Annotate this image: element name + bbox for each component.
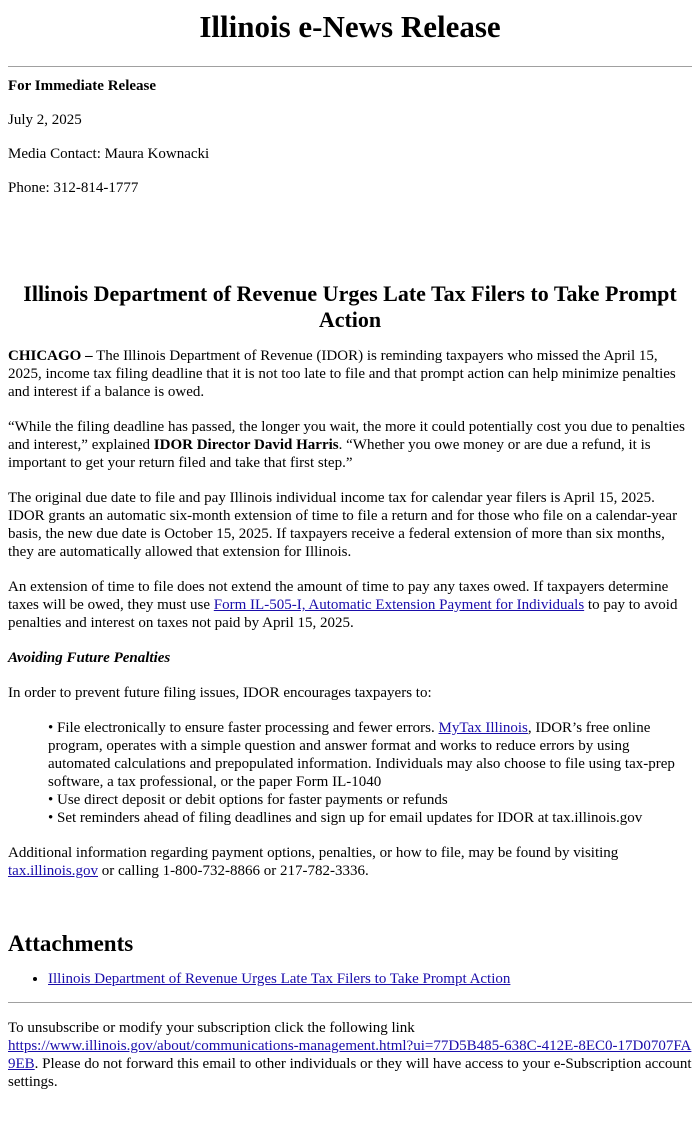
media-contact: Media Contact: Maura Kownacki: [8, 146, 210, 162]
mytax-illinois-link[interactable]: MyTax Illinois: [438, 720, 528, 736]
paragraph-deadlines: The original due date to file and pay Illinois individual income tax for calendar year filers is April 15, 2025. IDOR grants an automatic six-month extension of time to file a return and for those who file on a calendar-year basis, the new due date is October 15, 2025. If taxpayers receive a federal extension of more than six months, they are automatically allowed that extension for Illinois.: [8, 490, 678, 560]
release-date: July 2, 2025: [8, 112, 82, 128]
form-il-505-i-link[interactable]: Form IL-505-I, Automatic Extension Payment for Individuals: [213, 597, 585, 613]
unsubscribe-paragraph: https://www.illinois.gov/about/communications-management.html?ui=77D5B485-638C-412E-8EC0-17D0707FA9EB. Please do not forward this email to other individuals or they will have access to your e-Subscription account settings.: [8, 1038, 692, 1090]
footer-divider: [8, 1002, 692, 1003]
release-label: For Immediate Release: [8, 78, 157, 94]
footer: [8, 1019, 692, 1091]
tip-item: • File electronically to ensure faster processing and fewer errors. MyTax Illinois, IDOR’s free online program, operates with a simple question and answer format and works to reduce errors by using automated calculations and prepopulated information. Individuals may also choose to file using tax-prep software, a tax professional, or the paper Form IL-1040: [48, 720, 675, 790]
attachment-link[interactable]: Illinois Department of Revenue Urges Late Tax Filers to Take Prompt Action: [48, 971, 511, 987]
tip-item: • Set reminders ahead of filing deadlines and sign up for email updates for IDOR at tax.illinois.gov: [48, 810, 643, 826]
subheading-avoiding-penalties: Avoiding Future Penalties: [8, 650, 171, 666]
tax-illinois-link[interactable]: tax.illinois.gov: [8, 863, 98, 879]
phone-number: Phone: 312-814-1777: [8, 180, 139, 196]
paragraph-quote: “While the filing deadline has passed, the longer you wait, the more it could potentially cost you due to penalties and interest,” explained IDOR Director David Harris. “Whether you owe money or are due a refund, it is important to get your return filed and take that first step.”: [8, 419, 685, 471]
tip-item: • Use direct deposit or debit options for faster payments or refunds: [48, 792, 448, 808]
unsubscribe-text: To unsubscribe or modify your subscription click the following link: [8, 1020, 415, 1036]
tips-list: [48, 719, 692, 827]
director-name: IDOR Director David Harris: [153, 437, 339, 453]
paragraph-intro: CHICAGO – The Illinois Department of Revenue (IDOR) is reminding taxpayers who missed the April 15, 2025, income tax filing deadline that it is not too late to file and that prompt action can help minimize penalties and interest if a balance is owed.: [8, 348, 676, 400]
masthead-title: Illinois e-News Release: [199, 9, 501, 44]
paragraph-additional-info: Additional information regarding payment options, penalties, or how to file, may be found by visiting tax.illinois.gov or calling 1-800-732-8866 or 217-782-3336.: [8, 845, 619, 879]
attachments-heading: Attachments: [8, 931, 134, 956]
article-headline: Illinois Department of Revenue Urges Late Tax Filers to Take Prompt Action: [23, 281, 677, 332]
release-meta: [8, 77, 692, 197]
header-divider: [8, 66, 692, 67]
unsubscribe-link[interactable]: https://www.illinois.gov/about/communications-management.html?ui=77D5B485-638C-412E-8EC0-17D0707FA9EB: [8, 1038, 692, 1072]
paragraph-prevent: In order to prevent future filing issues, IDOR encourages taxpayers to:: [8, 685, 432, 701]
paragraph-extension: An extension of time to file does not extend the amount of time to pay any taxes owed. If taxpayers determine taxes will be owed, they must use Form IL-505-I, Automatic Extension Payment for Individuals to pay to avoid penalties and interest on taxes not paid by April 15, 2025.: [8, 579, 678, 631]
dateline: CHICAGO –: [8, 348, 93, 364]
attachments-list: [8, 970, 692, 988]
list-item: [48, 970, 692, 988]
